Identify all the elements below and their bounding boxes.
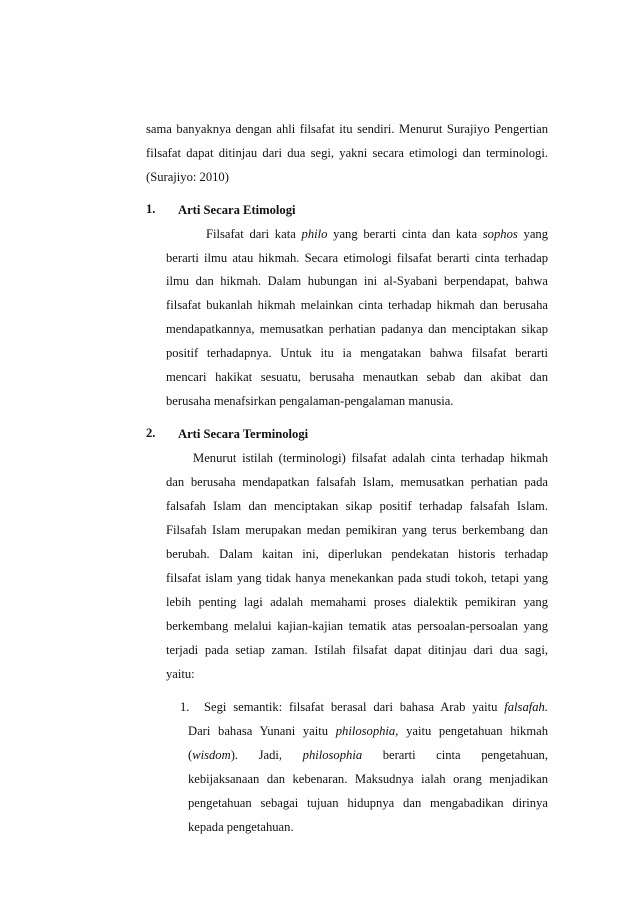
section-1-line-7: mencari hakikat sesuatu, berusaha menautkan sebab dan akibat dan: [166, 370, 548, 384]
section-1-line-4: filsafat bukanlah hikmah melainkan cinta terhadap hikmah dan berusaha: [166, 298, 548, 312]
section-1-line-5: mendapatkannya, memusatkan perhatian padanya dan menciptakan sikap: [166, 322, 548, 336]
paren-close: ).: [230, 748, 239, 762]
section-2-line-10: yaitu:: [166, 667, 195, 681]
sublist-line-2: [188, 723, 548, 739]
section-1-number: 1.: [146, 202, 156, 216]
text-span: yaitu pengetahuan hikmah: [406, 724, 549, 738]
paren-open: (: [188, 748, 193, 762]
section-1-line-1: [206, 226, 548, 242]
section-2-line-6: filsafat islam yang tidak hanya menekankan pada studi tokoh, tetapi yang: [166, 571, 548, 585]
sublist-line-6: kepada pengetahuan.: [188, 820, 294, 834]
section-1-line-8: berusaha menafsirkan pengalaman-pengalaman manusia.: [166, 394, 454, 408]
sublist-line-4: kebijaksanaan dan kebenaran. Maksudnya ialah orang menjadikan: [188, 772, 548, 786]
section-2-line-8: berkembang melalui kajian-kajian tematik atas persoalan-persoalan yang: [166, 619, 548, 633]
sublist-line-1: [204, 699, 548, 715]
section-2-line-5: berubah. Dalam kaitan ini, diperlukan pendekatan historis terhadap: [166, 547, 548, 561]
term-philosophia: philosophia,: [335, 724, 399, 738]
text-span: Filsafat dari kata: [206, 227, 296, 241]
section-1-line-6: positif terhadapnya. Untuk itu ia mengatakan bahwa filsafat berarti: [166, 346, 548, 360]
text-span: Segi semantik: filsafat berasal dari bahasa Arab yaitu: [204, 700, 498, 714]
section-2-line-1: Menurut istilah (terminologi) filsafat adalah cinta terhadap hikmah: [193, 451, 548, 465]
section-2-line-3: falsafah Islam dan menciptakan sikap positif terhadap falsafah Islam.: [166, 499, 548, 513]
intro-line-1: sama banyaknya dengan ahli filsafat itu sendiri. Menurut Surajiyo Pengertian: [146, 122, 548, 136]
sublist-item-1-number: 1.: [180, 700, 190, 714]
section-1-heading: Arti Secara Etimologi: [178, 203, 296, 217]
section-1-line-3: ilmu dan hikmah. Dalam hubungan ini al-Syabani berpendapat, bahwa: [166, 274, 548, 288]
term-falsafah: falsafah.: [504, 700, 548, 714]
section-2-heading: Arti Secara Terminologi: [178, 427, 309, 441]
term-sophos: sophos: [482, 227, 518, 241]
term-wisdom: wisdom: [192, 748, 231, 762]
section-2-line-7: lebih penting lagi adalah memahami proses dialektik pemikiran yang: [166, 595, 548, 609]
text-span: yang berarti cinta dan kata: [333, 227, 478, 241]
text-span: yang: [523, 227, 548, 241]
intro-line-3: (Surajiyo: 2010): [146, 170, 229, 184]
section-2-line-9: terjadi pada setiap zaman. Istilah filsafat dapat ditinjau dari dua sagi,: [166, 643, 548, 657]
section-2-number: 2.: [146, 426, 156, 440]
text-span: pengetahuan,: [481, 748, 549, 762]
text-span: Jadi,: [258, 748, 283, 762]
sublist-line-3: [188, 747, 548, 763]
section-2-line-2: dan berusaha mendapatkan falsafah Islam, memusatkan perhatian pada: [166, 475, 548, 489]
sublist-line-5: pengetahuan sebagai tujuan hidupnya dan mengabadikan dirinya: [188, 796, 548, 810]
term-philosophia-2: philosophia: [302, 748, 363, 762]
intro-line-2: filsafat dapat ditinjau dari dua segi, yakni secara etimologi dan terminologi.: [146, 146, 548, 160]
text-span: berarti: [382, 748, 416, 762]
text-span: [188, 748, 238, 762]
text-span: Dari bahasa Yunani yaitu: [188, 724, 329, 738]
section-2-line-4: Filsafah Islam merupakan medan pemikiran yang terus berkembang dan: [166, 523, 548, 537]
term-philo: philo: [301, 227, 328, 241]
text-span: cinta: [436, 748, 461, 762]
section-1-line-2: berarti ilmu atau hikmah. Secara etimologi filsafat berarti cinta terhadap: [166, 251, 548, 265]
